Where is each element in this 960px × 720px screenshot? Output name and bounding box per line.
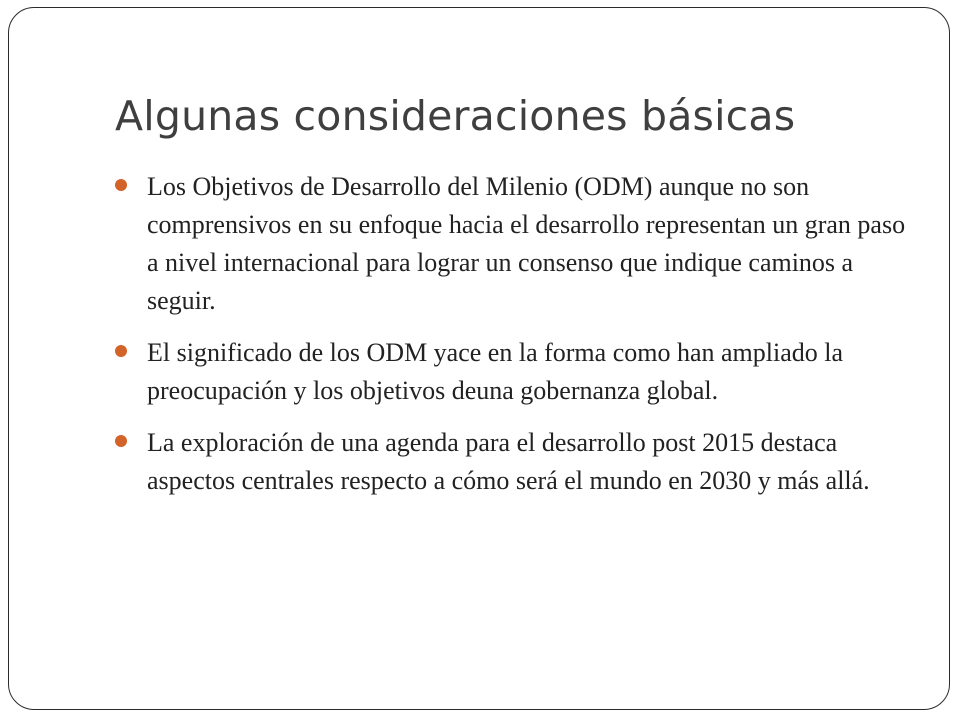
bullet-item xyxy=(115,334,915,410)
slide-title: Algunas consideraciones básicas xyxy=(115,92,796,140)
slide-frame xyxy=(8,7,950,710)
bullet-dot-icon xyxy=(115,179,127,191)
bullet-item xyxy=(115,168,915,320)
bullet-dot-icon xyxy=(115,435,127,447)
bullet-text: El significado de los ODM yace en la forma como han ampliado la preocupación y los objetivos deuna gobernanza global. xyxy=(147,338,844,405)
bullet-text: Los Objetivos de Desarrollo del Milenio (ODM) aunque no son comprensivos en su enfoque hacia el desarrollo representan un gran paso a nivel internacional para lograr un consenso que indique caminos a seguir. xyxy=(147,172,906,315)
bullet-list xyxy=(115,168,915,514)
bullet-text: La exploración de una agenda para el desarrollo post 2015 destaca aspectos centrales respecto a cómo será el mundo en 2030 y más allá. xyxy=(147,428,870,495)
bullet-dot-icon xyxy=(115,345,127,357)
bullet-item xyxy=(115,424,915,500)
